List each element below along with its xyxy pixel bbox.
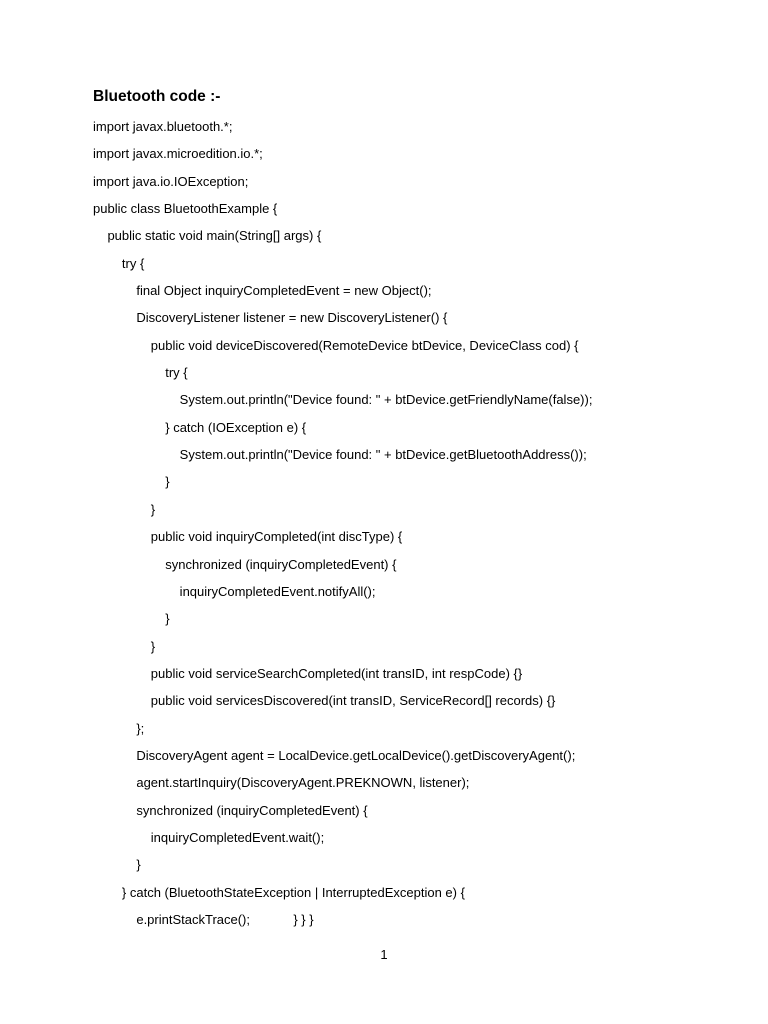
code-line: synchronized (inquiryCompletedEvent) {: [93, 556, 397, 572]
code-line: try {: [93, 365, 188, 381]
page-number: 1: [380, 947, 388, 962]
code-line: e.printStackTrace(); } } }: [93, 911, 314, 927]
code-block: [93, 117, 592, 937]
code-line: }: [93, 474, 170, 490]
code-line: public void servicesDiscovered(int transID, ServiceRecord[] records) {}: [93, 693, 556, 709]
code-line: } catch (BluetoothStateException | InterruptedException e) {: [93, 884, 465, 900]
code-line: import javax.bluetooth.*;: [93, 119, 233, 134]
code-line: }: [93, 611, 170, 627]
code-line: public void deviceDiscovered(RemoteDevice btDevice, DeviceClass cod) {: [93, 337, 579, 353]
code-line: agent.startInquiry(DiscoveryAgent.PREKNOWN, listener);: [93, 775, 470, 791]
code-line: }: [93, 857, 141, 873]
code-line: import java.io.IOException;: [93, 173, 249, 189]
code-line: }: [93, 638, 156, 654]
code-line: } catch (IOException e) {: [93, 419, 307, 435]
code-line: final Object inquiryCompletedEvent = new Object();: [93, 283, 432, 299]
code-line: public void serviceSearchCompleted(int transID, int respCode) {}: [93, 665, 523, 681]
code-line: DiscoveryListener listener = new DiscoveryListener() {: [93, 310, 448, 326]
code-line: };: [93, 720, 145, 736]
code-line: try {: [93, 255, 145, 271]
code-line: DiscoveryAgent agent = LocalDevice.getLocalDevice().getDiscoveryAgent();: [93, 747, 576, 763]
code-line: inquiryCompletedEvent.wait();: [93, 829, 325, 845]
code-line: }: [93, 501, 156, 517]
code-line: System.out.println("Device found: " + btDevice.getFriendlyName(false));: [93, 392, 593, 408]
code-line: import javax.microedition.io.*;: [93, 146, 263, 162]
code-line: synchronized (inquiryCompletedEvent) {: [93, 802, 368, 818]
code-line: System.out.println("Device found: " + btDevice.getBluetoothAddress());: [93, 447, 587, 463]
code-line: inquiryCompletedEvent.notifyAll();: [93, 583, 376, 599]
code-line: public class BluetoothExample {: [93, 201, 278, 217]
document-heading: Bluetooth code :-: [93, 88, 221, 105]
code-line: public void inquiryCompleted(int discType) {: [93, 529, 403, 545]
code-line: public static void main(String[] args) {: [93, 228, 322, 244]
